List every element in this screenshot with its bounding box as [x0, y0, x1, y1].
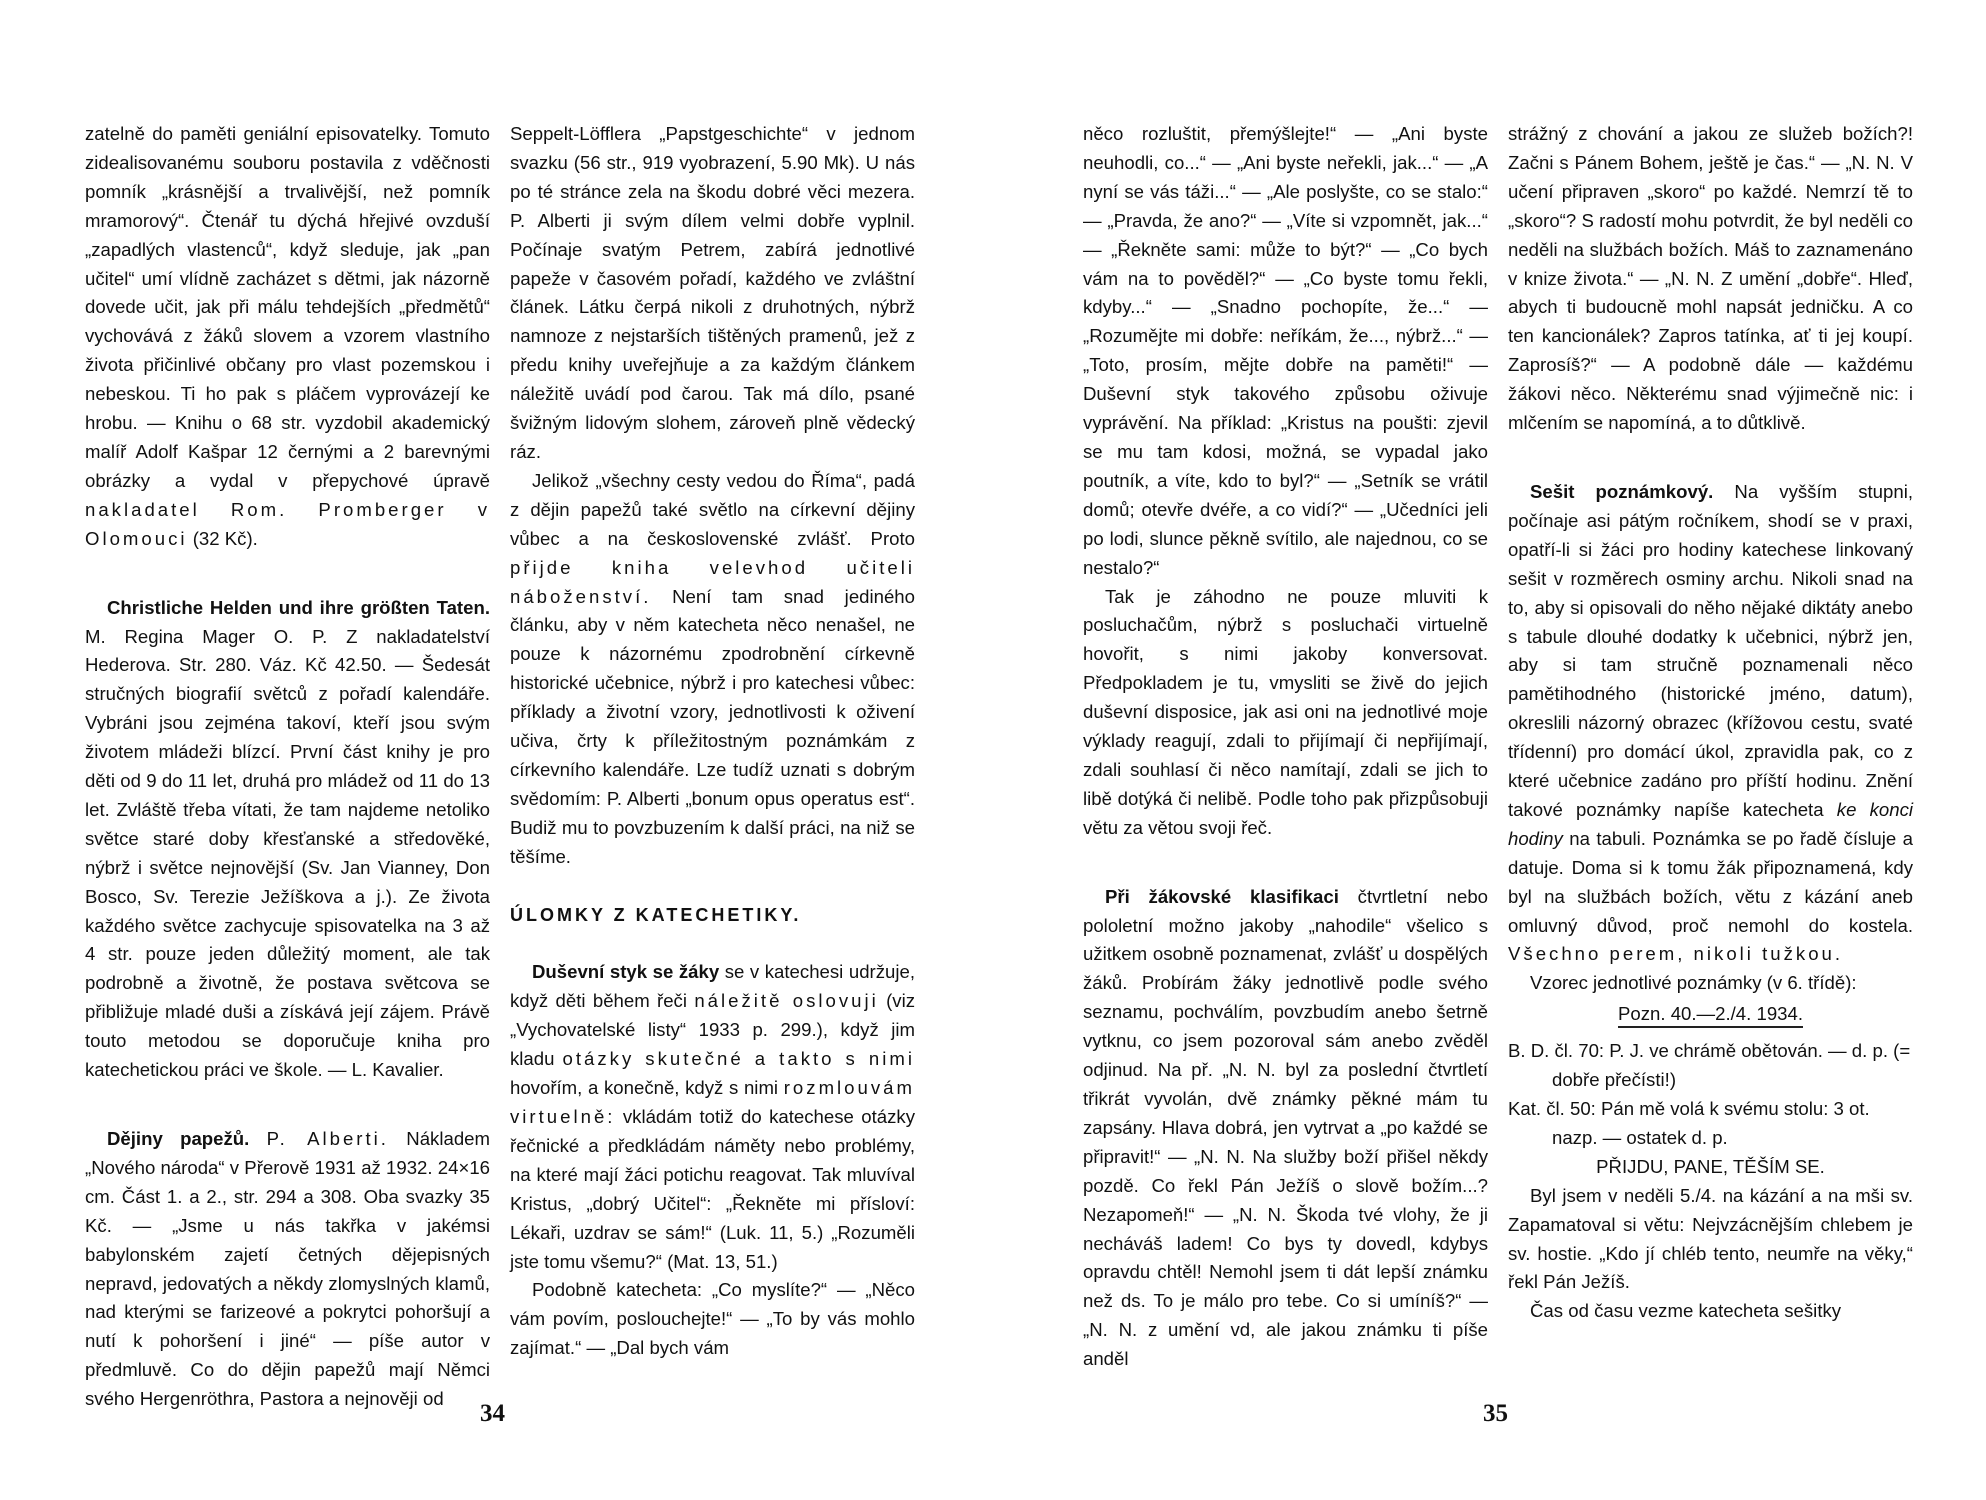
sample-line: Kat. čl. 50: Pán mě volá k svému stolu: 3 ot. nazp. — ostatek d. p. [1508, 1098, 1870, 1148]
spaced-text: rozmlouvám virtuelně: [510, 1077, 915, 1127]
text: Nákladem „Nového národa“ v Přerově 1931 až 1932. 24×16 cm. Část 1. a 2., str. 294 a 308. Oba svazky 35 Kč. — „Jsme u nás takřka v jakémsi babylonském zajetí četných dějepisných nepravd, jedovatých a někdy zlomyslných klamů, nad kterými se farizeové a pokrytci pohoršují a nutí k pohoršení i jiné“ — píše autor v předmluvě. Co do dějin papežů mají Němci svého Hergenröthra, Pastora a nejnověji od [85, 1128, 490, 1410]
review-christliche-helden [85, 594, 490, 1085]
paragraph-seppelt: Seppelt-Löfflera „Papstgeschichte“ v jednom svazku (56 str., 919 vyobrazení, 5.90 Mk). U nás po té stránce zela na škodu dobré věci mezera. P. Alberti ji svým dílem velmi dobře vyplnil. Počínaje svatým Petrem, zabírá jednotlivé papeže v časovém pořadí, každého ve zvláštní článek. Látku čerpá nikoli z druhotných, nýbrž namnoze z nejstarších tištěných pramenů, jež z předu knihy uveřejňuje a za každým článkem náležitě uvádí pod čarou. Tak má dílo, psané švižným lidovým slohem, zároveň plně vědecký ráz. [510, 123, 915, 462]
text: Jelikož „všechny cesty vedou do Říma“, padá z dějin papežů také světlo na církevní dějiny vůbec a na československé zvlášť. Proto [510, 469, 915, 549]
review-dejiny-papezu [85, 1125, 490, 1414]
section-lead: Duševní styk se žáky [532, 961, 720, 983]
paragraph-jelikoz [510, 467, 915, 872]
spaced-text: náležitě oslovuji [694, 990, 879, 1012]
text: Na vyšším stupni, počínaje asi pátým ročníkem, shodí se v praxi, opatří-li si žáci pro hodiny katechese linkovaný sešit v rozměrech osminy archu. Nikoli snad na to, aby si opisovali do něho nějaké diktáty anebo s tabule dlouhé dodatky k učebnici, nýbrž jen, aby si tam stručně poznamenali něco pamětihodného (historické jméno, datum), okreslili názorný obrazec (křížovou cestu, svaté třídenní) pro domácí úkol, zpravidla pak, co z které učebnice zadáno pro příští hodinu. Znění takové poznámky napíše katecheta [1508, 480, 1913, 820]
paragraph-questions: něco rozluštit, přemýšlejte!“ — „Ani byste neuhodli, co...“ — „Ani byste neřekli, jak...“ — „A nyní se vás táži...“ — „Ale poslyšte, co se stalo:“ — „Pravda, že ano?“ — „Víte si vzpomnět, jak...“ — „Řekněte sami: může to být?“ — „Co bych vám na to pověděl?“ — „Co byste tomu řekli, kdyby...“ — „Snadno pochopíte, že...“ — „Rozumějte mi dobře: neříkám, že..., nýbrž...“ — „Toto, prosím, mějte dobře na paměti!“ — Duševní styk takového způsobu oživuje vyprávění. Na příklad: „Kristus na poušti: zjevil se mu tam kdosi, možná, se vypadal jako poutník, a víte, kdo to byl?“ — „Setník se vrátil domů; otevře dvéře, a co vidí?“ — „Učedníci jeli po lodi, slunce pěkně svítilo, ale najednou, co se nestalo?“ [1083, 123, 1488, 578]
paragraph-dusevni-styk [510, 958, 915, 1276]
section-lead: Sešit poznámkový. [1530, 480, 1714, 502]
paragraph-sesit [1508, 478, 1913, 969]
spaced-text: přijde kniha velevhod učiteli náboženství. [510, 556, 915, 607]
page-number: 35 [1483, 1400, 1508, 1427]
right-page [993, 0, 1986, 1500]
paragraph-podobne: Podobně katecheta: „Co myslíte?“ — „Něco vám povím, poslouchejte!“ — „To by vás mohlo zajímat.“ — „Dal bych vám [510, 1279, 915, 1359]
paragraph-straz: strážný z chování a jakou ze služeb božích?! Začni s Pánem Bohem, ještě je čas.“ — „N. N. V učení připraven „skoro“ po každé. Nemrzí tě to „skoro“? S radostí mohu potvrdit, že byl neděli co neděli na službách božích. Máš to zaznamenáno v knize života.“ — „N. N. Z umění „dobře“. Hleď, abych ti budoucně mohl napsát jedničku. A co ten kancionálek? Zapros tatínka, ať ti jej koupí. Zaprosíš?“ — A podobně dále — každému žákovi něco. Některému snad výjimečně nic: i mlčením se napomíná, a to důtklivě. [1508, 123, 1913, 434]
section-lead: Při žákovské klasifikaci [1105, 885, 1339, 907]
text: vkládám totiž do katechese otázky řečnické a předkládám náměty nebo problémy, na které mají žáci potichu reagovat. Tak mluvíval Kristus, „dobrý Učitel“: „Řekněte mi přísloví: Lékaři, uzdrav se sám!“ (Luk. 11, 5.) „Rozuměli jste tomu všemu?“ (Mat. 13, 51.) [510, 1106, 915, 1272]
sample-line: B. D. čl. 70: P. J. ve chrámě obětován. — d. p. (= dobře přečísti!) [1508, 1040, 1911, 1091]
paragraph-cas-od-casu: Čas od času vezme katecheta sešitky [1530, 1300, 1842, 1322]
review-title: Christliche Helden und ihre größten Taten. [107, 596, 490, 618]
sample-motto: PŘIJDU, PANE, TĚŠÍM SE. [1596, 1155, 1825, 1177]
text: zatelně do paměti geniální episovatelky. Tomuto zidealisovanému souboru postavila z vděčnosti pomník „krásnější a trvalivější, než pomník mramorový“. Čtenář tu dýchá hřejivé ovzduší „zapadlých vlastenců“, když sleduje, jak „pan učitel“ umí vlídně zacházet s dětmi, jak názorně dovede učit, jak při málu tehdejších „předmětů“ vychovává z žáků slovem a vzorem vlastního života přičinlivé občany pro vlast pozemskou i nebeskou. Ti ho pak s pláčem vyprovázejí ke hrobu. — Knihu o 68 str. vyzdobil akademický malíř Adolf Kašpar 12 černými a 2 barevnými obrázky a vydal v přepychové úpravě [85, 123, 490, 491]
text: Není tam snad jediného článku, aby v něm katecheta něco nenašel, ne pouze k názornému zpodrobnění církevně historické učebnice, nýbrž i pro katechesi vůbec: příklady a životní vzory, jednotlivosti k oživení učiva, črty k příležitostným poznámkám z církevního kalendáře. Lze tudíž uznati s dobrým svědomím: P. Alberti „bonum opus operatus est“. Budiž mu to povzbuzením k další práci, na niž se těšíme. [510, 585, 915, 867]
sample-note-heading: Pozn. 40.—2./4. 1934. [1618, 1003, 1803, 1028]
text: hovořím, a konečně, když s nimi [510, 1077, 779, 1099]
text: čtvrtletní nebo pololetní možno jakoby „nahodile“ všelico s užitkem osobně poznamenat, zvlášť u dospělých žáků. Probírám žáky jednotlivě podle svého seznamu, pochválím, povzbudím anebo šetrně vytknu, co jsem pozoroval sám anebo zvěděl odjinud. Na př. „N. N. byl za poslední čtvrtletí třikrát vyvolán, dvě známky pěkné mám tu zapsány. Hlava dobrá, jen vytrvat a „po každé se připravit!“ — „N. N. Na služby boží přišel někdy pozdě. Co řekl Pán Ježíš o slově božím...? Nezapomeň!“ — „N. N. Škoda tvé vlohy, že ji necháváš ladem! Co bys ty dovedl, kdybys opravdu chtěl! Nemohl jsem ti dát lepší známku než ds. To je málo pro tebe. Co si umíníš?“ — „N. N. z umění vd, ale jakou známku ti píše anděl [1083, 885, 1489, 1370]
review-title: Dějiny papežů. [107, 1128, 250, 1149]
right-page-column-2 [1508, 120, 1913, 1326]
paragraph-vzorec: Vzorec jednotlivé poznámky (v 6. třídě): [1530, 972, 1857, 994]
text: (viz „Vychovatelské listy“ 1933 p. 299.), když jim kladu [510, 990, 915, 1070]
left-page-column-2 [510, 120, 915, 1363]
paragraph-byl-jsem: Byl jsem v neděli 5./4. na kázání a na mši sv. Zapamatoval si větu: Nejvzácnějším chlebem je sv. hostie. „Kdo jí chléb tento, neumře na věky,“ řekl Pán Ježíš. [1508, 1184, 1913, 1293]
text: (32 Kč). [192, 527, 258, 549]
text: M. Regina Mager O. P. Z nakladatelství Hederova. Str. 280. Váz. Kč 42.50. — Šedesát stručných biografií světců z pořadí kalendáře. Vybráni jsou zejména takoví, kteří jsou svým životem mládeži blízcí. První část knihy je pro děti od 9 do 11 let, druhá pro mládež od 11 do 13 let. Zvláště třeba vítati, že tam najdeme netoliko světce staré doby křesťanské a středověké, nýbrž i světce nejnovější (Sv. Jan Vianney, Don Bosco, Sv. Terezie Ježíškova a j.). Ze života každého světce zachycuje spisovatelka na 3 až 4 str. pouze jeden důležitý moment, ale tak podrobně a životně, že postava světcova se přibližuje mladé duši a získává její zájem. Právě touto metodou se doporučuje kniha pro katechetickou práci ve škole. — L. Kavalier. [85, 625, 490, 1081]
spaced-text: Všechno perem, nikoli tužkou. [1508, 943, 1844, 965]
italic-text: ke konci hodiny [1508, 798, 1914, 849]
page-number: 34 [480, 1400, 505, 1427]
text: se v katechesi udržuje, když děti během řeči [510, 961, 915, 1012]
spaced-text-publisher: nakladatel Rom. Promberger v Olomouci [85, 498, 490, 549]
section-heading: ÚLOMKY Z KATECHETIKY. [510, 904, 802, 925]
paragraph-pomnik [85, 120, 490, 554]
left-page-column-1 [85, 120, 490, 1414]
right-page-column-1 [1083, 120, 1488, 1374]
sample-note-heading-wrap [1508, 1000, 1913, 1029]
text: na tabuli. Poznámka se po řadě čísluje a datuje. Doma si k tomu žák připoznamená, kdy byl na službách božích, větu z kázání aneb omluvný důvod, proč nemohl do kostela. [1508, 827, 1913, 936]
paragraph-klasifikace [1083, 883, 1488, 1374]
spaced-text: otázky skutečné a takto s nimi [562, 1048, 915, 1070]
spaced-text-author: P. Alberti. [266, 1128, 389, 1149]
paragraph-virtual-conversation: Tak je záhodno ne pouze mluviti k posluchačům, nýbrž s posluchači virtuelně hovořit, s nimi jakoby konversovat. Předpokladem je tu, vmysliti se živě do jejich duševní disposice, jak asi oni na jednotlivé moje výklady reagují, zdali to přijímají či nepřijímají, zdali souhlasí či něco namítají, zdali se jich to libě dotýká či nelibě. Podle toho pak přizpůsobuji větu za větou svoji řeč. [1083, 585, 1488, 838]
